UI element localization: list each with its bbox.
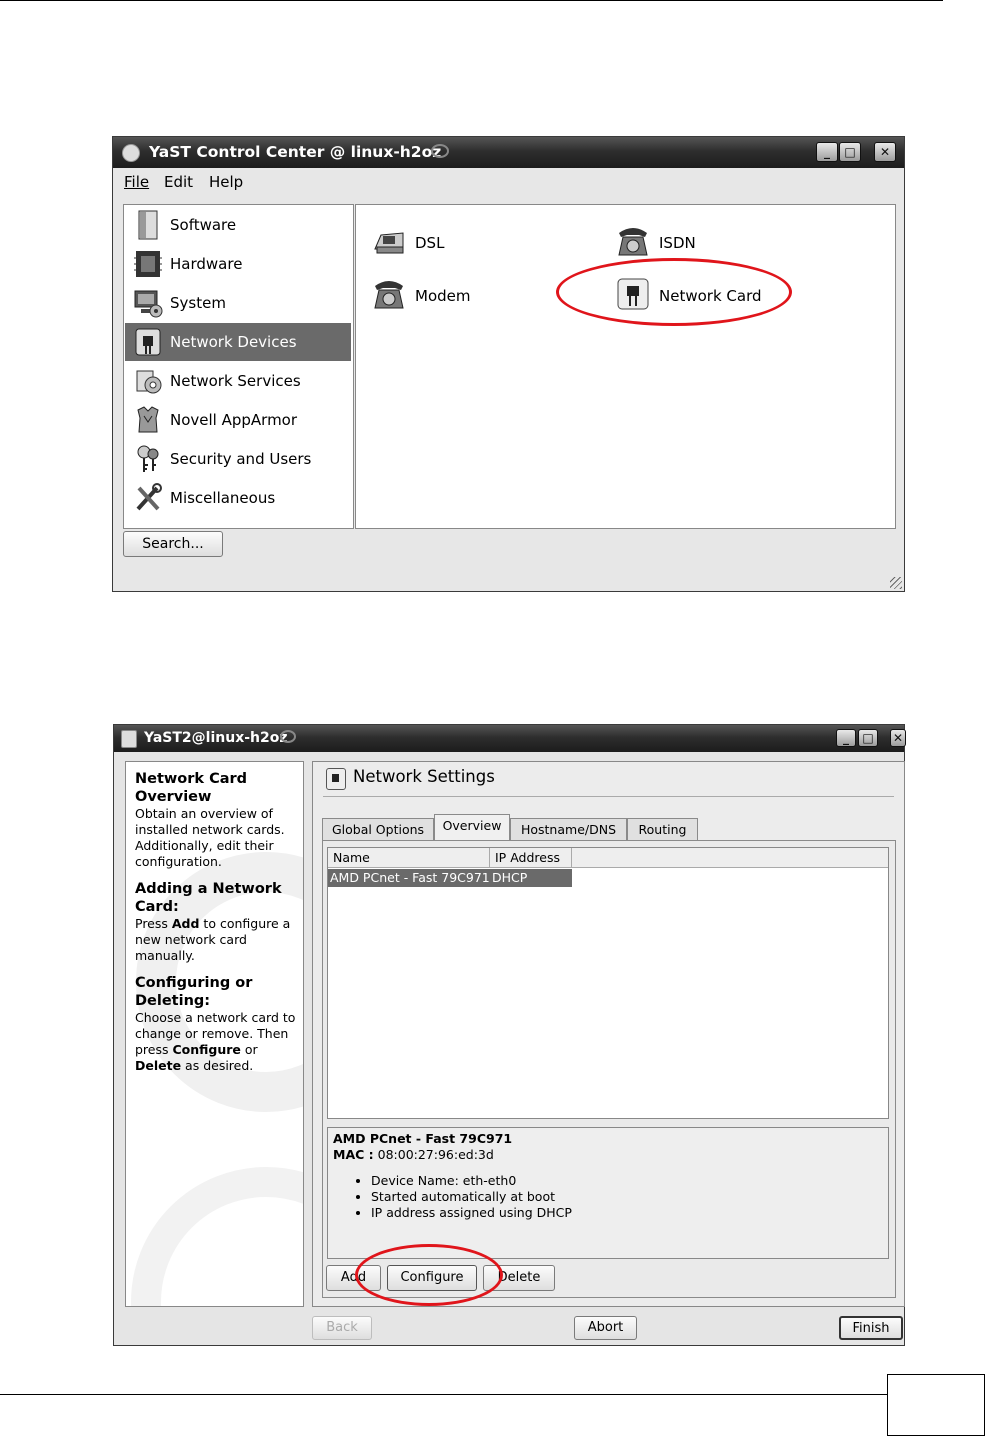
device-label: ISDN: [659, 234, 696, 252]
chameleon-icon: [431, 144, 449, 158]
finish-button[interactable]: [839, 1316, 903, 1340]
button-label: Finish: [852, 1321, 890, 1336]
tab-hostname-dns[interactable]: [510, 818, 627, 840]
card-details: [327, 1127, 889, 1259]
category-network-services[interactable]: [125, 362, 351, 400]
category-miscellaneous[interactable]: [125, 479, 351, 517]
help-text: [135, 770, 300, 1084]
highlight-network-card: [556, 258, 792, 326]
help-section-title: Network Card Overview: [135, 771, 248, 805]
category-software[interactable]: [125, 206, 351, 244]
network-devices-icon: [133, 326, 163, 358]
cell-ip-address: DHCP: [492, 870, 528, 885]
yast-control-center-window: [112, 136, 905, 592]
tab-content: [322, 840, 896, 1298]
highlight-configure-button: [355, 1244, 503, 1306]
tab-label: Routing: [638, 822, 687, 837]
list-item: • IP address assigned using DHCP: [371, 1205, 572, 1221]
isdn-phone-icon: [615, 223, 651, 259]
mac-value: 08:00:27:96:ed:3d: [377, 1147, 494, 1162]
tab-global-options[interactable]: [322, 818, 434, 840]
category-network-devices[interactable]: [125, 323, 351, 361]
search-button-label: Search...: [142, 536, 204, 552]
tab-label: Overview: [442, 818, 502, 833]
main-pane: [312, 761, 905, 1307]
category-label: Network Devices: [170, 333, 297, 351]
tab-label: Hostname/DNS: [520, 822, 617, 837]
titlebar: [114, 725, 904, 752]
page-number-box: [887, 1374, 985, 1436]
button-label: Configure: [400, 1270, 464, 1285]
category-label: Hardware: [170, 255, 243, 273]
yast2-network-settings-window: [113, 724, 905, 1346]
chameleon-icon: [280, 730, 296, 743]
category-hardware[interactable]: [125, 245, 351, 283]
device-label: DSL: [415, 234, 445, 252]
search-button[interactable]: [123, 531, 223, 557]
modem-phone-icon: [371, 276, 407, 312]
maximize-button[interactable]: □: [839, 142, 861, 162]
network-card-icon: [326, 768, 346, 790]
minimize-button[interactable]: _: [816, 142, 838, 162]
back-button[interactable]: [312, 1316, 372, 1340]
help-section-text: Press Add to configure a new network card manually.: [135, 916, 291, 963]
device-label: Modem: [415, 287, 471, 305]
button-label: Delete: [497, 1270, 541, 1285]
list-item: • Device Name: eth-eth0: [371, 1173, 572, 1189]
software-icon: [133, 209, 163, 241]
footer-rule: [0, 1394, 887, 1395]
apparmor-icon: [133, 404, 163, 436]
cell-name: AMD PCnet - Fast 79C971: [330, 870, 490, 885]
window-title: YaST Control Center @ linux-h2oz: [149, 143, 442, 161]
resize-grip-icon: [890, 577, 902, 589]
system-icon: [133, 287, 163, 319]
category-security-and-users[interactable]: [125, 440, 351, 478]
network-services-icon: [133, 365, 163, 397]
opensuse-logo-icon: [122, 144, 140, 162]
category-label: Novell AppArmor: [170, 411, 298, 429]
menu-file[interactable]: File: [124, 173, 150, 191]
maximize-button[interactable]: □: [858, 729, 878, 747]
tab-routing[interactable]: [627, 818, 698, 840]
category-label: System: [170, 294, 226, 312]
device-label: Network Card: [659, 287, 762, 305]
help-section-title: Configuring or Deleting:: [135, 975, 253, 1009]
minimize-button[interactable]: _: [836, 729, 856, 747]
mac-label: MAC :: [333, 1147, 374, 1162]
page-heading: Network Settings: [353, 767, 495, 786]
help-section-text: Obtain an overview of installed network cards. Additionally, edit their configuration.: [135, 806, 285, 869]
card-table: [327, 847, 889, 1119]
column-header-filler: [572, 848, 888, 868]
help-section-text: Choose a network card to change or remove. Then press Configure or Delete as desired.: [135, 1010, 296, 1073]
heading-divider: [323, 796, 894, 797]
titlebar: [113, 137, 904, 168]
help-section-title: Adding a Network Card:: [135, 881, 282, 915]
category-system[interactable]: [125, 284, 351, 322]
button-label: Add: [340, 1270, 367, 1285]
category-novell-apparmor[interactable]: [125, 401, 351, 439]
close-button[interactable]: ✕: [874, 142, 896, 162]
list-item: • Started automatically at boot: [371, 1189, 572, 1205]
tab-label: Global Options: [331, 822, 425, 837]
abort-button[interactable]: [574, 1316, 637, 1340]
category-label: Network Services: [170, 372, 301, 390]
header-rule: [0, 0, 943, 1]
category-label: Security and Users: [170, 450, 312, 468]
help-pane: [125, 761, 304, 1307]
details-list: [333, 1173, 572, 1221]
keys-icon: [133, 443, 163, 475]
tools-icon: [133, 482, 163, 514]
hardware-icon: [133, 248, 163, 280]
network-card-icon: [121, 730, 137, 748]
close-button[interactable]: ✕: [890, 729, 906, 747]
window-title: YaST2@linux-h2oz: [144, 730, 288, 746]
category-list: [123, 204, 354, 529]
dsl-icon: [371, 223, 407, 259]
category-label: Software: [170, 216, 237, 234]
category-label: Miscellaneous: [170, 489, 276, 507]
device-panel: [355, 204, 896, 529]
tab-overview[interactable]: [434, 814, 510, 840]
details-card-name: AMD PCnet - Fast 79C971: [333, 1131, 513, 1146]
column-header-name[interactable]: Name: [328, 848, 490, 868]
table-row[interactable]: [328, 869, 572, 887]
menu-help[interactable]: Help: [209, 173, 244, 191]
details-text: [333, 1131, 572, 1221]
button-label: Abort: [587, 1320, 624, 1335]
button-label: Back: [326, 1320, 358, 1335]
menu-edit[interactable]: Edit: [164, 173, 194, 191]
column-header-ip-address[interactable]: IP Address: [490, 848, 572, 868]
